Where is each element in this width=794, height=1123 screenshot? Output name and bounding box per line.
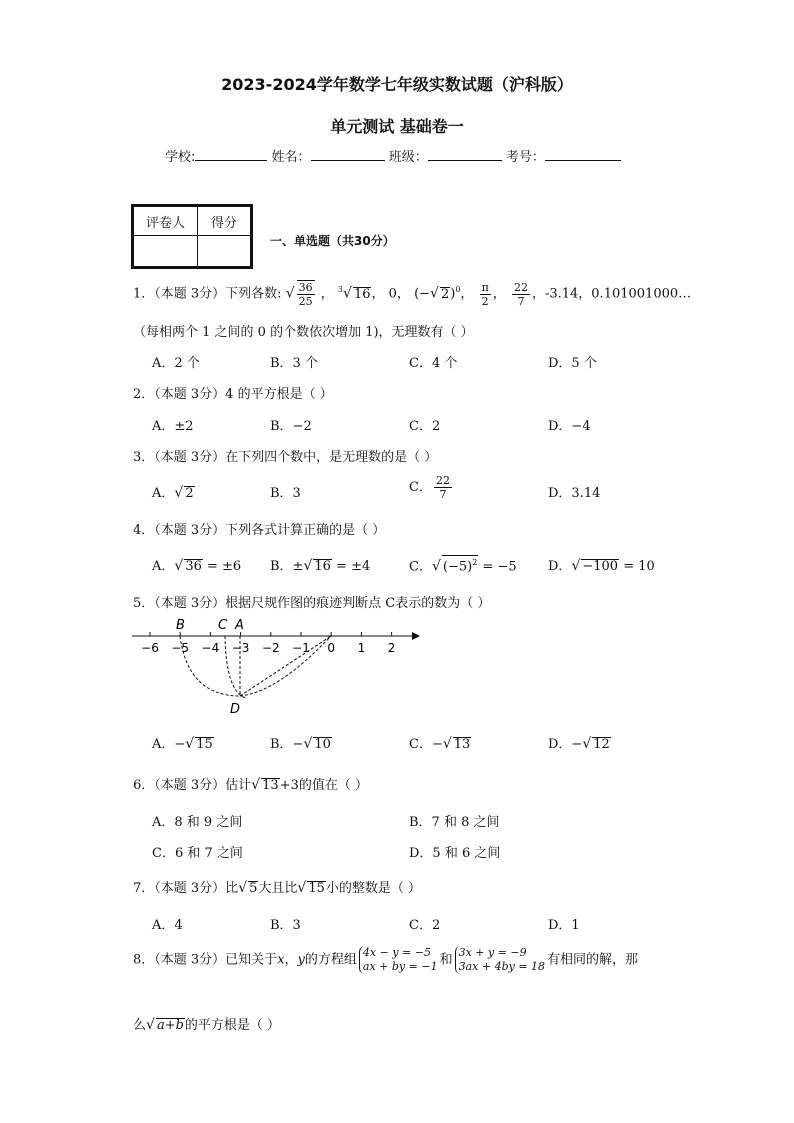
- q6-suffix: +3的值在（ ）: [279, 778, 368, 793]
- q5-b-rad: 10: [314, 737, 331, 752]
- point-d-label: D: [230, 702, 241, 717]
- section-title: 一、单选题（共30分）: [270, 234, 395, 248]
- q1-num: 36: [298, 281, 313, 294]
- q8-sys1-eq1: 4x − y = −5: [362, 946, 431, 959]
- sqrt-icon: √: [582, 736, 592, 752]
- q1-tail: ，-3.14，0.101001000…: [531, 286, 692, 302]
- q1-zero: 0，: [388, 286, 410, 302]
- axis-arrow-icon: [412, 632, 420, 640]
- sqrt-icon: √: [174, 485, 184, 501]
- question-8: [133, 946, 638, 974]
- student-info-row: [165, 146, 621, 165]
- q3-option-a[interactable]: [152, 482, 195, 501]
- q8-var-x: x: [277, 952, 285, 968]
- name-label: 姓名：: [271, 150, 311, 165]
- q3-c-label: C．: [409, 480, 432, 495]
- q1-fraction-22-7: [512, 281, 530, 308]
- question-5: 5．（本题 3分）根据尺规作图的痕迹判断点 C表示的数为（ ）: [133, 596, 491, 611]
- tick-group: [141, 632, 395, 655]
- q1-paren-close: ): [450, 286, 456, 302]
- question-4: 4．（本题 3分）下列各式计算正确的是（ ）: [133, 523, 386, 538]
- q3-c-num: 22: [435, 474, 450, 487]
- q1-option-d[interactable]: D．5 个: [548, 356, 597, 371]
- q1-exp0: 0: [455, 285, 461, 295]
- score-cell[interactable]: [198, 236, 251, 267]
- q1-option-c[interactable]: C．4 个: [409, 356, 458, 371]
- q8-system-2: [455, 946, 545, 974]
- tick-label: 0: [327, 641, 336, 655]
- q3-option-d[interactable]: D．3.14: [548, 486, 601, 501]
- q8-mid: 的方程组: [304, 952, 357, 968]
- q4-c-radicand: [442, 555, 478, 573]
- q6-prefix: 6．（本题 3分）估计: [133, 778, 252, 793]
- q5-option-c[interactable]: [409, 733, 471, 752]
- q1-two: 2: [481, 294, 489, 308]
- question-1-line2: （每相两个 1 之间的 0 的个数依次增加 1)，无理数有（ ）: [133, 325, 474, 340]
- grader-header: 评卷人: [134, 207, 198, 236]
- tick-label: −3: [231, 641, 250, 655]
- q4-option-a[interactable]: [152, 555, 241, 574]
- q1-fraction-pi-2: [480, 281, 491, 308]
- q8-line2-suffix: 的平方根是（ ）: [184, 1018, 281, 1033]
- q4-b-rad: 16: [314, 559, 331, 574]
- q1-sep: ，: [371, 286, 385, 302]
- q7-middle: 大且比: [258, 881, 298, 896]
- q1-option-b[interactable]: B．3 个: [270, 356, 318, 371]
- tick-label: 1: [357, 641, 366, 655]
- q8-prefix: 8．（本题 3分）已知关于: [133, 952, 278, 968]
- number-line-figure: [128, 612, 428, 722]
- sqrt-icon: √: [146, 1017, 155, 1033]
- q1-cbrt-16: 16: [353, 286, 371, 302]
- sqrt-icon: √: [185, 736, 195, 752]
- q2-option-c[interactable]: C．2: [409, 419, 441, 434]
- q3-option-b[interactable]: B．3: [270, 486, 301, 501]
- question-1: [133, 280, 691, 308]
- sqrt-icon: √: [571, 558, 581, 574]
- sqrt-icon: √: [285, 285, 295, 302]
- school-label: 学校:: [165, 150, 196, 165]
- q4-option-b[interactable]: [270, 555, 370, 574]
- q4-d-tail: = 10: [619, 559, 655, 574]
- sqrt-icon: √: [430, 285, 439, 302]
- q7-option-d[interactable]: D．1: [548, 918, 580, 933]
- q4-c-label: C．: [409, 559, 432, 575]
- sqrt-icon: √: [431, 558, 441, 575]
- q4-a-tail: = ±6: [202, 559, 242, 574]
- question-6: [133, 774, 368, 793]
- question-8-line2: [133, 1014, 280, 1033]
- q6-option-c[interactable]: C．6 和 7 之间: [152, 846, 243, 861]
- hypotenuse-dashed-line: [240, 636, 331, 696]
- q8-sys2-eq2: 3ax + 4by = 18: [458, 960, 546, 973]
- sqrt-icon: √: [297, 880, 307, 896]
- score-table: [133, 206, 251, 267]
- q1-fraction-36-25: [297, 280, 315, 308]
- sqrt-icon: √: [174, 558, 184, 574]
- q8-rad: a+b: [156, 1018, 184, 1033]
- sqrt-icon: √: [442, 736, 452, 752]
- q3-c-fraction: [434, 474, 452, 501]
- q1-pi: π: [481, 280, 489, 294]
- point-a-label: A: [235, 618, 244, 633]
- q4-option-c[interactable]: [409, 555, 517, 574]
- point-c-label: C: [218, 618, 228, 633]
- q1-n7: 7: [517, 294, 525, 308]
- tick-label: 2: [387, 641, 396, 655]
- sqrt-icon: √: [303, 736, 313, 752]
- q7-option-a[interactable]: A．4: [152, 918, 183, 933]
- q8-comma: ，: [284, 952, 298, 968]
- q6-rad: 13: [262, 778, 279, 793]
- q1-n22: 22: [513, 280, 528, 294]
- q5-c-rad: 13: [453, 737, 471, 752]
- q2-option-b[interactable]: B．−2: [270, 419, 312, 434]
- q8-suffix: 有相同的解，那: [547, 952, 639, 968]
- q5-a-rad: 15: [196, 737, 213, 752]
- q4-a-rad: 36: [185, 559, 202, 574]
- q2-option-a[interactable]: A．±2: [152, 419, 194, 434]
- q5-a-label: A．−: [152, 737, 186, 752]
- q1-prefix: 1．（本题 3分）下列各数:: [133, 286, 282, 302]
- q8-and: 和: [439, 952, 453, 968]
- q6-option-d[interactable]: D．5 和 6 之间: [409, 846, 501, 861]
- q1-option-a[interactable]: A．2 个: [152, 356, 200, 371]
- tick-label: −6: [141, 641, 159, 655]
- q5-b-label: B．−: [270, 737, 304, 752]
- question-3: 3．（本题 3分）在下列四个数中，是无理数的是（ ）: [133, 450, 438, 465]
- q5-option-a[interactable]: [152, 733, 214, 752]
- school-blank[interactable]: [195, 148, 267, 161]
- q6-option-b[interactable]: B．7 和 8 之间: [409, 815, 500, 830]
- q8-line2-prefix: 么: [133, 1018, 147, 1033]
- q7-option-c[interactable]: C．2: [409, 918, 441, 933]
- q4-option-d[interactable]: [548, 555, 655, 574]
- q1-sqrt2: 2: [440, 286, 450, 302]
- page-title: 2023-2024学年数学七年级实数试题（沪科版）: [221, 75, 573, 94]
- sqrt-icon: √: [251, 777, 261, 793]
- q5-option-b[interactable]: [270, 733, 332, 752]
- q3-c-den: 7: [439, 488, 447, 501]
- q5-d-label: D．−: [548, 737, 583, 752]
- q7-prefix: 7．（本题 3分）比: [133, 881, 239, 896]
- page-subtitle: 单元测试 基础卷一: [330, 117, 464, 136]
- q8-system-1: [359, 946, 438, 974]
- q1-sep: ，: [320, 286, 334, 302]
- sqrt-icon: √: [303, 558, 313, 574]
- q8-var-y: y: [297, 952, 305, 968]
- q4-c-rad: (−5): [442, 559, 473, 575]
- q6-option-a[interactable]: A．8 和 9 之间: [152, 815, 243, 830]
- tick-label: −2: [261, 641, 280, 655]
- q4-b-tail: = ±4: [331, 559, 371, 574]
- q3-option-c[interactable]: [409, 474, 454, 501]
- exam-no-label: 考号：: [505, 150, 545, 165]
- q2-option-d[interactable]: D．−4: [548, 419, 591, 434]
- point-b-label: B: [176, 618, 185, 633]
- q5-d-rad: 12: [593, 737, 610, 752]
- q3-a-rad: 2: [185, 486, 194, 501]
- q4-a-label: A．: [152, 559, 175, 574]
- q4-b-label: B．±: [270, 559, 304, 574]
- class-blank[interactable]: [428, 148, 502, 161]
- q4-c-exp: 2: [472, 558, 478, 567]
- q1-comma: ，: [460, 286, 474, 302]
- q7-rad2: 15: [308, 881, 325, 896]
- q5-option-d[interactable]: [548, 733, 611, 752]
- grader-cell[interactable]: [134, 236, 198, 267]
- class-label: 班级：: [388, 150, 428, 165]
- tick-label: −1: [292, 641, 310, 655]
- sqrt-icon: √: [343, 285, 352, 302]
- q4-c-tail: = −5: [478, 559, 517, 575]
- q1-den: 25: [298, 295, 313, 308]
- tick-label: −4: [201, 641, 220, 655]
- score-header: 得分: [198, 207, 251, 236]
- q1-comma: ，: [492, 286, 506, 302]
- q4-d-label: D．: [548, 559, 572, 574]
- q7-option-b[interactable]: B．3: [270, 918, 301, 933]
- q8-sys1-eq2: ax + by = −1: [362, 960, 438, 973]
- q4-d-rad: −100: [582, 559, 619, 574]
- q1-cbrt-index: 3: [337, 285, 344, 295]
- tick-label: −5: [171, 641, 190, 655]
- question-2: 2．（本题 3分）4 的平方根是（ ）: [133, 387, 333, 402]
- name-blank[interactable]: [311, 148, 385, 161]
- question-7: [133, 877, 421, 896]
- q1-paren-open: (−: [414, 286, 431, 302]
- q3-a-label: A．: [152, 486, 175, 501]
- q5-c-label: C．−: [409, 737, 443, 752]
- sqrt-icon: √: [238, 880, 248, 896]
- q7-rad1: 5: [249, 881, 258, 896]
- exam-no-blank[interactable]: [545, 148, 621, 161]
- q8-sys2-eq1: 3x + y = −9: [458, 946, 527, 959]
- q7-suffix: 小的整数是（ ）: [325, 881, 422, 896]
